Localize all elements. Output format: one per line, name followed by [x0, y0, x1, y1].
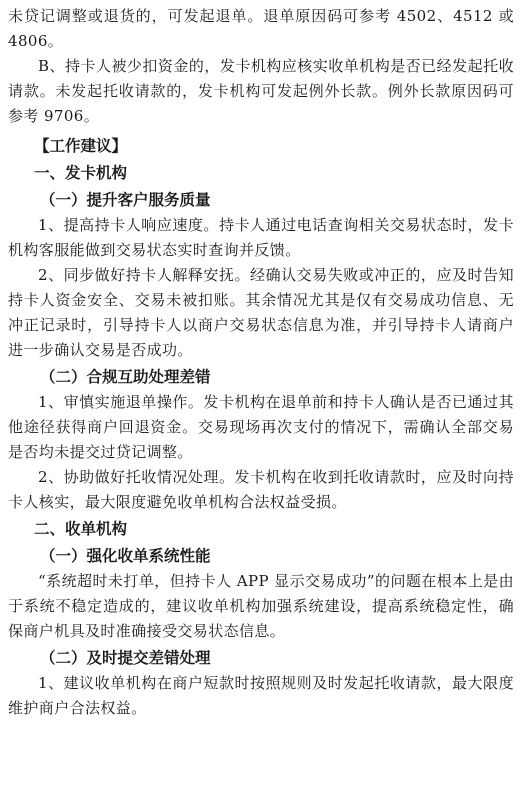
list-item: 1、建议收单机构在商户短款时按照规则及时发起托收请款，最大限度维护商户合法权益。	[8, 674, 514, 717]
subheading-timely-error-handling: （二）及时提交差错处理	[40, 648, 211, 667]
list-item: 2、同步做好持卡人解释安抚。经确认交易失败或冲正的，应及时告知持卡人资金安全、交易未被扣账。其余情况尤其是仅有交易成功信息、无冲正记录时，引导持卡人以商户交易状态信息为准，并引导持卡人请商户进一步确认交易是否成功。	[8, 266, 514, 359]
paragraph-refund-codes: 未贷记调整或退货的，可发起退单。退单原因码可参考 4502、4512 或 4806。	[8, 7, 514, 50]
section-title-work-suggestions: 【工作建议】	[34, 136, 128, 155]
subheading-system-performance: （一）强化收单系统性能	[40, 546, 211, 565]
paragraph-short-charge: B、持卡人被少扣资金的，发卡机构应核实收单机构是否已经发起托收请款。未发起托收请款的，发卡机构可发起例外长款。例外长款原因码可参考 9706。	[8, 57, 514, 125]
heading-card-issuer: 一、发卡机构	[34, 163, 128, 182]
heading-acquirer: 二、收单机构	[34, 519, 128, 538]
subheading-service-quality: （一）提升客户服务质量	[40, 190, 211, 209]
list-item: 1、提高持卡人响应速度。持卡人通过电话查询相关交易状态时，发卡机构客服能做到交易状态实时查询并反馈。	[8, 216, 514, 259]
subheading-compliance-mutual-aid: （二）合规互助处理差错	[40, 367, 211, 386]
list-item: 1、审慎实施退单操作。发卡机构在退单前和持卡人确认是否已通过其他途径获得商户回退资金。交易现场再次支付的情况下，需确认全部交易是否均未提交过贷记调整。	[8, 393, 514, 461]
paragraph-system-timeout: “系统超时未打单，但持卡人 APP 显示交易成功”的问题在根本上是由于系统不稳定造成的，建议收单机构加强系统建设，提高系统稳定性，确保商户机具及时准确接受交易状态信息。	[8, 572, 514, 640]
list-item: 2、协助做好托收情况处理。发卡机构在收到托收请款时，应及时向持卡人核实，最大限度避免收单机构合法权益受损。	[8, 468, 514, 511]
